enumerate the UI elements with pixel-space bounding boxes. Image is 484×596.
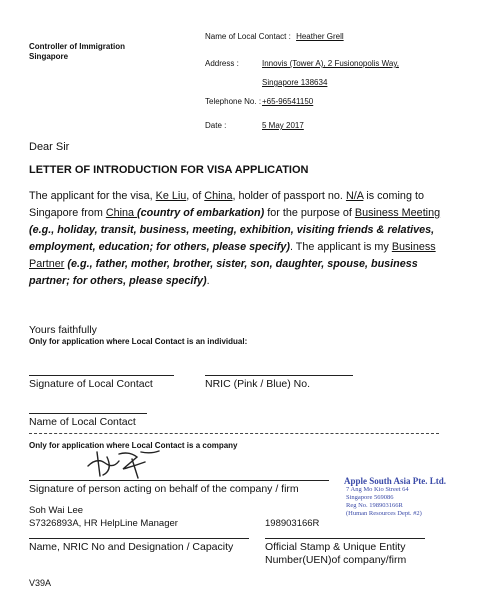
- stamp-label-2: Number(UEN)of company/firm: [265, 554, 407, 566]
- company-note: Only for application where Local Contact is a company: [29, 441, 238, 450]
- embarkation-country: China: [105, 207, 138, 219]
- body-text-2: , of: [186, 190, 205, 202]
- body-paragraph: [29, 188, 449, 290]
- contact-address-label: Address :: [205, 59, 239, 68]
- nric-label: NRIC (Pink / Blue) No.: [205, 378, 311, 390]
- contact-name-row: [205, 32, 344, 41]
- stamp-addr1: 7 Ang Mo Kio Street 64: [346, 486, 409, 493]
- company-stamp: [344, 476, 474, 518]
- name-nric-label: Name, NRIC No and Designation / Capacity: [29, 541, 234, 553]
- contact-phone-value: +65-96541150: [262, 97, 314, 106]
- contact-date-value: 5 May 2017: [262, 121, 304, 130]
- contact-address-line1: Innovis (Tower A), 2 Fusionopolis Way,: [262, 59, 399, 68]
- name-local-label: Name of Local Contact: [29, 416, 136, 428]
- name-nric-line: [29, 538, 249, 539]
- embark-hint: (country of embarkation): [137, 207, 265, 219]
- salutation: Dear Sir: [29, 141, 70, 153]
- body-text-3: , holder of passport no.: [232, 190, 346, 202]
- body-text-6: . The applicant is my: [290, 241, 392, 253]
- handwritten-signature: [85, 448, 165, 482]
- stamp-line: [265, 538, 425, 539]
- stamp-dept: (Human Resources Dept. #2): [346, 510, 422, 517]
- nric-line: [205, 375, 353, 376]
- stamp-addr2: Singapore 569086: [346, 494, 394, 501]
- addressee-line2: Singapore: [29, 52, 69, 61]
- contact-name-label: Name of Local Contact :: [205, 32, 291, 41]
- stamp-reg: Reg No. 198903166R: [346, 502, 403, 509]
- individual-note: Only for application where Local Contact is an individual:: [29, 337, 248, 346]
- applicant-country: China: [204, 190, 233, 202]
- closing: Yours faithfully: [29, 324, 97, 336]
- body-text-7: .: [206, 275, 210, 287]
- relation-hint: (e.g., father, mother, brother, sister, son, daughter, spouse, business partner; for others, please specify): [29, 258, 418, 287]
- separator: [29, 433, 439, 434]
- applicant-name: Ke Liu: [155, 190, 187, 202]
- visit-purpose: Business Meeting: [354, 207, 441, 219]
- addressee-line1: Controller of Immigration: [29, 42, 125, 51]
- signer-details: S7326893A, HR HelpLine Manager: [29, 518, 178, 529]
- signer-name: Soh Wai Lee: [29, 505, 84, 516]
- letter-title: LETTER OF INTRODUCTION FOR VISA APPLICATION: [29, 164, 309, 176]
- body-text-1: The applicant for the visa,: [29, 190, 156, 202]
- contact-address-line2: Singapore 138634: [262, 78, 328, 87]
- contact-name-value: Heather Grell: [296, 32, 344, 41]
- sig-company-line: [29, 480, 329, 481]
- purpose-hint: (e.g., holiday, transit, business, meeting, exhibition, visiting friends & relatives, employment, education; for others, please specify): [29, 224, 435, 253]
- contact-date-label: Date :: [205, 121, 227, 130]
- stamp-label-1: Official Stamp & Unique Entity: [265, 541, 406, 553]
- form-code: V39A: [29, 578, 52, 588]
- sig-company-label: Signature of person acting on behalf of the company / firm: [29, 483, 299, 495]
- uen-value: 198903166R: [265, 518, 320, 529]
- sig-local-line: [29, 375, 174, 376]
- body-text-5: for the purpose of: [264, 207, 355, 219]
- stamp-label: [265, 541, 406, 567]
- sig-local-label: Signature of Local Contact: [29, 378, 153, 390]
- passport-number: N/A: [345, 190, 364, 202]
- body-text-4: is coming to Singapore from: [29, 190, 424, 219]
- contact-phone-label: Telephone No. :: [205, 97, 262, 106]
- stamp-company: Apple South Asia Pte. Ltd.: [344, 476, 447, 486]
- relationship: Business Partner: [29, 241, 436, 270]
- name-local-line: [29, 413, 147, 414]
- addressee: [29, 42, 125, 62]
